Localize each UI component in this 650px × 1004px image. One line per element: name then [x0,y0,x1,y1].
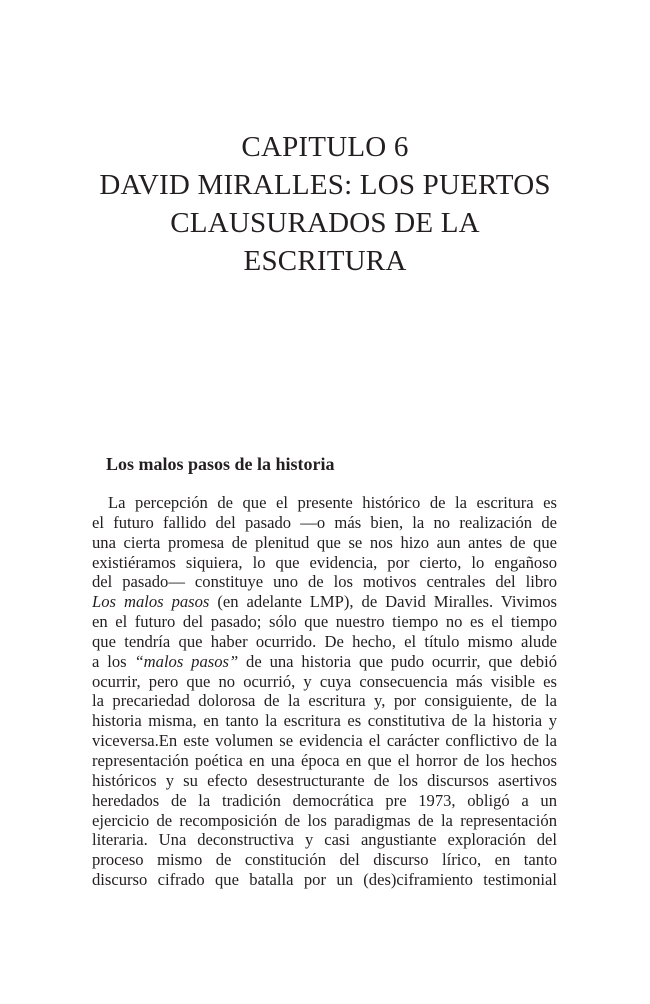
text-segment: ocurrir, pero que no ocurrió, y cuya consecuencia más visible es [92,671,557,691]
text-line [92,791,557,811]
text-segment: literaria. Una deconstructiva y casi angustiante exploración del [92,830,557,850]
text-segment: proceso mismo de constitución del discurso lírico, en tanto [92,850,557,870]
text-line [92,771,557,791]
text-segment: viceversa.En este volumen se evidencia el carácter conflictivo de la [92,731,557,751]
text-line [92,870,557,890]
text-line [92,632,557,652]
text-line [92,652,557,672]
text-line [92,533,557,553]
text-line [92,513,557,533]
text-segment: heredados de la tradición democrática pre 1973, obligó a un [92,790,557,810]
text-line [92,592,557,612]
text-segment: una cierta promesa de plenitud que se nos hizo aun antes de que [92,532,557,552]
chapter-label: CAPITULO 6 [241,131,409,163]
italic-text: Los malos pasos [92,592,210,612]
text-segment: discurso cifrado que batalla por un (des)ciframiento testimonial [92,870,557,890]
text-line [92,553,557,573]
text-segment: en el futuro del pasado; sólo que nuestro tiempo no es el tiempo [92,612,557,632]
text-segment: historia misma, en tanto la escritura es constitutiva de la historia y [92,711,557,731]
chapter-title-line: CLAUSURADOS DE LA [170,207,480,239]
text-line [92,731,557,751]
text-segment: La percepción de que el presente histórico de la escritura es [108,493,557,512]
text-segment: (en adelante LMP), de David Miralles. Vivimos [209,592,557,612]
text-segment: ejercicio de recomposición de los paradigmas de la representación [92,810,557,830]
text-segment: existiéramos siquiera, lo que evidencia, por cierto, lo engañoso [92,552,557,572]
text-line [92,612,557,632]
text-line [92,850,557,870]
chapter-heading [60,128,590,280]
text-segment: representación poética en una época en que el horror de los hechos [92,750,557,770]
text-segment: de una historia que pudo ocurrir, que debió [238,651,557,671]
text-segment: a los [92,651,135,671]
text-line [92,830,557,850]
text-line [92,751,557,771]
text-line [92,672,557,692]
text-segment: históricos y su efecto desestructurante de los discursos asertivos [92,770,557,790]
text-line [92,811,557,831]
body-paragraph [92,493,557,890]
text-line [92,711,557,731]
text-segment: la precariedad dolorosa de la escritura y, por consiguiente, de la [92,691,557,711]
text-segment: que tendría que haber ocurrido. De hecho, el título mismo alude [92,631,557,651]
text-line [92,493,557,513]
italic-text: “malos pasos” [134,651,239,671]
text-line [92,691,557,711]
chapter-title-line: DAVID MIRALLES: LOS PUERTOS [99,169,551,201]
section-title: Los malos pasos de la historia [106,454,335,474]
chapter-title-line: ESCRITURA [243,245,407,277]
text-segment: del pasado— constituye uno de los motivos centrales del libro [92,572,557,592]
text-line [92,572,557,592]
text-segment: el futuro fallido del pasado —o más bien, la no realización de [92,512,557,532]
